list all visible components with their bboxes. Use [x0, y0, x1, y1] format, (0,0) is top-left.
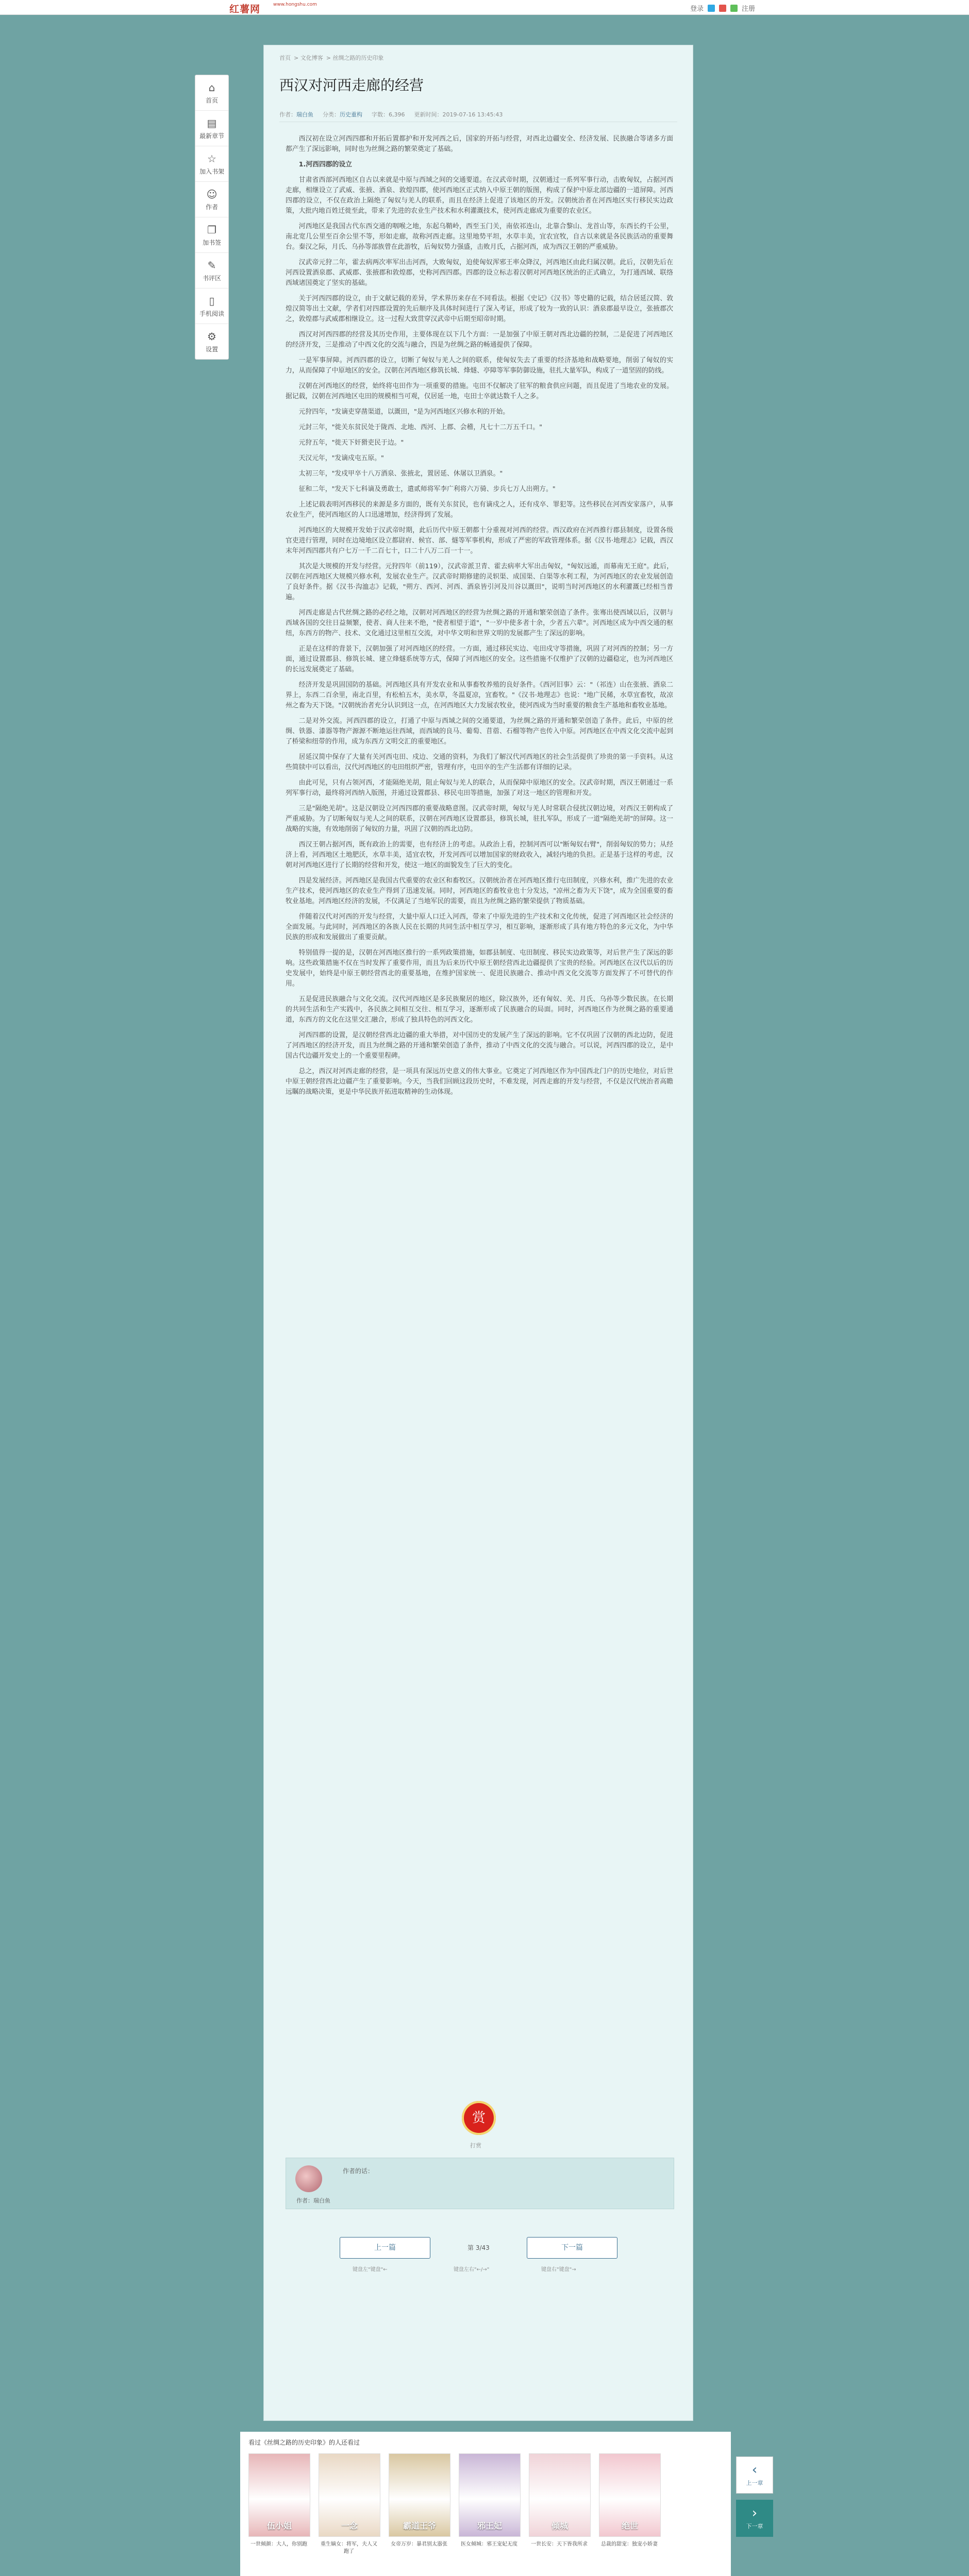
article-paragraph: 居延汉简中保存了大量有关河西屯田、戍边、交通的资料，为我们了解汉代河西地区的社会生活提供了珍贵的第一手资料。从这些简牍中可以看出，汉代河西地区的屯田组织严密，管理有序，屯田卒的生产生活都有详细的记录。	[286, 753, 673, 771]
top-bar	[0, 0, 969, 15]
phone-icon: ▯	[209, 295, 215, 307]
breadcrumb: 首页 > 文化博客 > 丝绸之路的历史印象	[279, 55, 384, 61]
side-next-label: 下一章	[746, 2523, 763, 2530]
article-panel	[264, 45, 693, 2420]
recommend-item[interactable]	[389, 2453, 449, 2555]
author-box	[286, 2158, 674, 2209]
gear-icon: ⚙	[207, 330, 216, 343]
home-icon: ⌂	[208, 81, 215, 94]
side-next-button[interactable]	[736, 2500, 773, 2537]
left-nav-label: 最新章节	[199, 132, 224, 140]
left-nav-item[interactable]	[195, 182, 228, 217]
article-paragraph: 二是对外交流。河西四郡的设立，打通了中原与西域之间的交通要道，为丝绸之路的开通和繁荣创造了条件。此后，中原的丝绸、铁器、漆器等物产源源不断地运往西域，而西域的良马、葡萄、苜蓿、石榴等物产也传入中原。河西地区在中西文化交流中起到了桥梁和纽带的作用，成为东西方文明交汇的重要地区。	[286, 717, 673, 745]
author-label: 作者：	[279, 111, 296, 118]
left-nav-item[interactable]	[195, 289, 228, 324]
category-label: 分类：	[323, 111, 340, 118]
article-paragraph: 汉武帝元狩二年，霍去病两次率军出击河西，大败匈奴，迫使匈奴浑邪王率众降汉，河西地区由此归属汉朝。此后，汉朝先后在河西设置酒泉郡、武威郡、张掖郡和敦煌郡，史称河西四郡。四郡的设立标志着汉朝对河西地区统治的正式确立，为打通西域、联络西域诸国奠定了坚实的基础。	[286, 259, 673, 287]
top-links	[690, 3, 755, 13]
article-paragraph: 三是"隔绝羌胡"。这是汉朝设立河西四郡的重要战略意图。汉武帝时期，匈奴与羌人时常联合侵扰汉朝边境，对西汉王朝构成了严重威胁。为了切断匈奴与羌人之间的联系，汉朝在河西地区设置郡县，修筑长城，驻扎军队，形成了一道"隔绝羌胡"的屏障。这一战略的实施，有效地削弱了匈奴的力量，巩固了汉朝的西北边防。	[286, 805, 673, 833]
book-cover[interactable]	[459, 2453, 521, 2537]
side-prev-button[interactable]	[736, 2456, 773, 2494]
left-nav-label: 书评区	[202, 275, 221, 282]
left-nav-label: 设置	[205, 346, 218, 353]
article-paragraph: 汉朝在河西地区的经营，始终将屯田作为一项重要的措施。屯田不仅解决了驻军的粮食供应问题，而且促进了当地农业的发展。据记载，汉朝在河西地区屯田的规模相当可观，仅居延一地，屯田士卒就达数千人之多。	[286, 382, 673, 400]
left-nav-item[interactable]	[195, 146, 228, 182]
article-paragraph: 西汉王朝占据河西，既有政治上的需要，也有经济上的考虑。从政治上看，控制河西可以"断匈奴右臂"，削弱匈奴的势力；从经济上看，河西地区土地肥沃，水草丰美，适宜农牧，开发河西可以增加国家的财政收入，减轻内地的负担。正是基于这样的考虑，汉朝对河西地区进行了长期的经营和开发，使这一地区的面貌发生了巨大的变化。	[286, 841, 673, 869]
next-hint: 键盘右"键盘"→	[541, 2267, 576, 2273]
prev-hint: 键盘左"键盘"←	[353, 2267, 388, 2273]
left-nav-label: 加入书架	[199, 168, 224, 175]
login-link[interactable]: 登录	[690, 5, 704, 13]
left-nav-item[interactable]	[195, 111, 228, 146]
article-paragraph: 征和二年，"发天下七科谪及勇敢士，遣贰师将军李广利将六万骑、步兵七万人出朔方。"	[298, 485, 556, 493]
article-paragraph: 太初三年，"发戍甲卒十八万酒泉、张掖北，置居延、休屠以卫酒泉。"	[298, 470, 503, 478]
site-logo-sub: www.hongshu.com	[273, 2, 317, 7]
book-cover[interactable]	[599, 2453, 661, 2537]
article-paragraph: 五是促进民族融合与文化交流。汉代河西地区是多民族聚居的地区，除汉族外，还有匈奴、羌、月氏、乌孙等少数民族。在长期的共同生活和生产实践中，各民族之间相互交往、相互学习，逐渐形成了民族融合的局面。同时，河西地区作为丝绸之路的重要通道，东西方的文化在这里交汇融合，形成了独具特色的河西文化。	[286, 995, 673, 1024]
site-logo[interactable]: 红薯网	[229, 4, 261, 15]
cover-title: 一念	[341, 2521, 358, 2531]
recommend-section	[240, 2432, 731, 2576]
category-link[interactable]: 历史重构	[340, 111, 362, 118]
next-chapter-button[interactable]: 下一篇	[527, 2237, 617, 2259]
cover-title: 伍小姐	[266, 2521, 292, 2531]
keyboard-hint: 键盘左右"←/→"	[454, 2267, 490, 2273]
user-icon: ☺	[206, 188, 218, 200]
article-paragraph: 元狩五年，"徙天下奸猾吏民于边。"	[298, 439, 404, 447]
updated-time: 2019-07-16 13:45:43	[442, 111, 503, 118]
qq-icon[interactable]	[708, 5, 715, 12]
word-count: 6,396	[389, 111, 405, 118]
left-toolbar	[195, 75, 229, 360]
left-nav-item[interactable]	[195, 253, 228, 289]
chevron-right-icon: ›	[751, 2505, 758, 2521]
left-nav-label: 加书签	[202, 239, 221, 246]
book-caption[interactable]: 一世倾颜：大人，你别跑	[250, 2541, 307, 2547]
left-nav-label: 作者	[205, 204, 218, 211]
cover-title: 倾城	[551, 2521, 568, 2531]
bookmark-icon: ❐	[207, 224, 216, 236]
register-link[interactable]: 注册	[741, 5, 755, 13]
words-label: 字数：	[372, 111, 389, 118]
article-paragraph: 正是在这样的背景下，汉朝加强了对河西地区的经营。一方面，通过移民实边、屯田戍守等措施，巩固了对河西的控制；另一方面，通过设置郡县、修筑长城、建立烽燧系统等方式，保障了河西地区的安全。这些措施不仅维护了汉朝的边疆稳定，也为河西地区的长远发展奠定了基础。	[286, 645, 673, 673]
author-link[interactable]: 瑞白鱼	[296, 111, 313, 118]
article-paragraph: 一是军事屏障。河西四郡的设立，切断了匈奴与羌人之间的联系，使匈奴失去了重要的经济基地和战略要地，削弱了匈奴的实力，从而保障了中原地区的安全。汉朝在河西地区修筑长城、烽燧、亭障等军事防御设施，驻扎大量军队，构成了一道坚固的防线。	[286, 357, 673, 375]
article-paragraph: 伴随着汉代对河西的开发与经营，大量中原人口迁入河西，带来了中原先进的生产技术和文化传统，促进了河西地区社会经济的全面发展。与此同时，河西地区的各族人民在长期的共同生活中相互学习，相互影响，逐渐形成了具有地方特色的多元文化，为中华民族的形成和发展做出了重要贡献。	[286, 913, 673, 941]
comment-icon: ✎	[207, 259, 216, 272]
article-paragraph: 四是发展经济。河西地区是我国古代重要的农业区和畜牧区。汉朝统治者在河西地区推行屯田制度，兴修水利，推广先进的农业生产技术，使河西地区的农业生产得到了迅速发展。同时，河西地区的畜牧业也十分发达，"凉州之畜为天下饶"，成为全国重要的畜牧业基地。河西地区经济的发展，不仅满足了当地军民的需要，而且为丝绸之路的繁荣提供了物质基础。	[286, 877, 673, 905]
updated-label: 更新时间：	[414, 111, 443, 118]
chevron-left-icon: ‹	[751, 2462, 758, 2478]
cover-title: 霸道王爷	[403, 2521, 436, 2531]
left-nav-label: 手机阅读	[199, 310, 224, 317]
weibo-icon[interactable]	[719, 5, 726, 12]
left-nav-item[interactable]	[195, 324, 228, 359]
article-paragraph: 河西四郡的设置，是汉朝经营西北边疆的重大举措，对中国历史的发展产生了深远的影响。它不仅巩固了汉朝的西北边防，促进了河西地区的经济开发，而且为丝绸之路的开通和繁荣创造了条件，推动了中西文化的交流与融合。可以说，河西四郡的设立，是中国古代边疆开发史上的一个重要里程碑。	[286, 1031, 673, 1060]
book-caption[interactable]: 一世长安：天下皆我所求	[531, 2541, 588, 2547]
article-body	[286, 134, 673, 1103]
reward-caption: 打赏	[470, 2142, 481, 2149]
breadcrumb-category[interactable]: 文化博客	[300, 55, 323, 61]
book-caption[interactable]: 医女倾城：邪王宠妃无度	[461, 2541, 517, 2547]
article-title: 西汉对河西走廊的经营	[279, 77, 424, 94]
breadcrumb-home[interactable]: 首页	[279, 55, 291, 61]
book-caption[interactable]: 重生嫡女：将军，夫人又跑了	[321, 2541, 377, 2554]
article-paragraph: 元狩四年，"发谪吏穿凿渠道，以溉田，"是为河西地区兴修水利的开始。	[298, 408, 510, 416]
recommend-title: 看过《丝绸之路的历史印象》的人还看过	[248, 2439, 360, 2446]
article-meta	[279, 110, 503, 118]
left-nav-item[interactable]	[195, 75, 228, 111]
article-paragraph: 其次是大规模的开发与经营。元狩四年（前119），汉武帝派卫青、霍去病率大军出击匈奴，"匈奴远遁，而幕南无王庭"。此后，汉朝在河西地区大规模兴修水利，发展农业生产。汉武帝时期修建的灵轵渠、成国渠、白渠等水利工程，为河西地区的农业发展创造了良好条件。据《汉书·沟洫志》记载，"朔方、西河、河西、酒泉皆引河及川谷以溉田"，说明当时河西地区的水利灌溉已经相当普遍。	[286, 563, 673, 601]
wechat-icon[interactable]	[730, 5, 738, 12]
article-paragraph: 经济开发是巩固国防的基础。河西地区具有开发农业和从事畜牧养殖的良好条件。《西河旧事》云："（祁连）山在张掖、酒泉二界上，东西二百余里，南北百里，有松柏五木，美水草，冬温夏凉，宜畜牧。"《汉书·地理志》也说："地广民稀，水草宜畜牧，故凉州之畜为天下饶。"汉朝统治者充分认识到这一点，在河西地区大力发展农牧业，使河西成为当时重要的粮食生产基地和畜牧业基地。	[286, 681, 673, 709]
book-cover[interactable]	[529, 2453, 591, 2537]
article-paragraph: 甘肃省西部河西地区自古以来就是中原与西域之间的交通要道。在汉武帝时期，汉朝通过一系列军事行动，击败匈奴，占据河西走廊，相继设立了武威、张掖、酒泉、敦煌四郡，使河西地区正式纳入中原王朝的版图，构成了保护中原北部边疆的一道屏障。河西四郡的设立，不仅在政治上隔绝了匈奴与羌人的联系，而且在经济上促进了该地区的开发。汉朝统治者在河西地区实行移民实边政策，大批内地百姓迁徙至此，带来了先进的农业生产技术和水利灌溉技术，使河西走廊成为重要的农业区。	[286, 176, 673, 215]
breadcrumb-book[interactable]: 丝绸之路的历史印象	[332, 55, 384, 61]
article-paragraph: 特别值得一提的是，汉朝在河西地区推行的一系列政策措施，如郡县制度、屯田制度、移民实边政策等，对后世产生了深远的影响。这些政策措施不仅在当时发挥了重要作用，而且为后来历代中原王朝经营西北边疆提供了宝贵的经验。河西地区在汉代以后的历史发展中，始终是中原王朝经营西北的重要基地，在维护国家统一、促进民族融合、推动中西文化交流等方面发挥了不可替代的作用。	[286, 949, 673, 988]
recommend-item[interactable]	[248, 2453, 309, 2555]
article-paragraph: 元封三年，"徙关东贫民处于陇西、北地、西河、上郡、会稽，凡七十二万五千口。"	[298, 423, 543, 431]
book-cover[interactable]	[248, 2453, 310, 2537]
cover-title: 绝世	[621, 2521, 638, 2531]
recommend-item[interactable]	[319, 2453, 379, 2555]
author-note: 作者的话：	[343, 2167, 374, 2175]
prev-chapter-button[interactable]: 上一篇	[340, 2237, 430, 2259]
recommend-list	[248, 2453, 660, 2555]
left-nav-item[interactable]	[195, 217, 228, 253]
article-paragraph: 天汉元年，"发谪戍屯五原。"	[298, 454, 384, 462]
book-caption[interactable]: 女帝万岁：暴君别太嚣张	[391, 2541, 447, 2547]
book-icon: ▤	[207, 117, 217, 129]
article-paragraph: 河西地区的大规模开发始于汉武帝时期，此后历代中原王朝都十分重视对河西的经营。西汉政府在河西推行郡县制度，设置各级官吏进行管理，同时在边境地区设立都尉府、候官、部、燧等军事机构，形成了严密的军政管理体系。据《汉书·地理志》记载，西汉末年河西四郡共有户七万一千二百七十，口二十八万二百一十一。	[286, 527, 673, 555]
author-name: 作者：瑞白鱼	[296, 2197, 330, 2204]
book-caption[interactable]: 总裁的甜宠：独宠小娇妻	[601, 2541, 658, 2547]
page-indicator: 第 3/43	[467, 2244, 490, 2251]
article-paragraph: 上述记载表明河西移民的来源是多方面的，既有关东贫民，也有谪戍之人，还有戍卒、罪犯等。这些移民在河西安家落户，从事农业生产，使河西地区的人口迅速增加，经济得到了发展。	[286, 501, 673, 519]
reward-button[interactable]: 赏	[462, 2101, 496, 2135]
article-paragraph: 西汉对河西四郡的经营及其历史作用，主要体现在以下几个方面：一是加强了中原王朝对西北边疆的控制，二是促进了河西地区的经济开发，三是推动了中西文化的交流与融合，四是为丝绸之路的畅通提供了保障。	[286, 331, 673, 349]
article-paragraph: 河西地区是我国古代东西交通的咽喉之地，东起乌鞘岭，西至玉门关，南依祁连山，北靠合黎山、龙首山等，东西长约千公里，南北宽几公里至百余公里不等，形如走廊，故称河西走廊。这里地势平坦，水草丰美，宜农宜牧，自古以来就是各民族活动的重要舞台。秦汉之际，月氏、乌孙等部族曾在此游牧，后匈奴势力强盛，击败月氏，占据河西，成为西汉王朝的严重威胁。	[286, 223, 673, 251]
article-paragraph: 关于河西四郡的设立，由于文献记载的差异，学术界历来存在不同看法。根据《史记》《汉书》等史籍的记载，结合居延汉简、敦煌汉简等出土文献，学者们对四郡设置的先后顺序及具体时间进行了深入考证，形成了较为一致的认识：酒泉郡最早设立，张掖郡次之，敦煌郡与武威郡相继设立。这一过程大致贯穿汉武帝中后期至昭帝时期。	[286, 295, 673, 323]
article-paragraph: 由此可见，只有占领河西，才能隔绝羌胡，阻止匈奴与羌人的联合，从而保障中原地区的安全。汉武帝时期，西汉王朝通过一系列军事行动，最终将河西纳入版图，并通过设置郡县、移民屯田等措施，加强了对这一地区的管理和开发。	[286, 779, 673, 797]
article-paragraph: 西汉初在设立河西四郡和开拓后置都护和开发河西之后，国家的开拓与经营，对西北边疆安全、经济发展、民族融合等诸多方面都产生了深远影响，同时也为丝绸之路的繁荣奠定了基础。	[286, 135, 673, 153]
section-heading: 1.河西四郡的设立	[298, 161, 352, 168]
star-icon: ☆	[207, 152, 216, 165]
book-cover[interactable]	[319, 2453, 380, 2537]
cover-title: 邪王妃	[477, 2521, 502, 2531]
avatar[interactable]	[295, 2165, 322, 2192]
article-paragraph: 河西走廊是古代丝绸之路的必经之地，汉朝对河西地区的经营为丝绸之路的开通和繁荣创造了条件。张骞出使西域以后，汉朝与西域各国的交往日益频繁，使者、商人往来不绝，"使者相望于道"，"一岁中使多者十余，少者五六辈"。河西地区成为中西交通的枢纽，东西方的物产、技术、文化通过这里相互交流，对中华文明和世界文明的发展都产生了深远的影响。	[286, 609, 673, 637]
recommend-item[interactable]	[529, 2453, 590, 2555]
recommend-item[interactable]	[459, 2453, 520, 2555]
side-prev-label: 上一章	[746, 2480, 763, 2486]
left-nav-label: 首页	[205, 97, 218, 104]
article-paragraph: 总之，西汉对河西走廊的经营，是一项具有深远历史意义的伟大事业。它奠定了河西地区作为中国西北门户的历史地位，对后世中原王朝经营西北边疆产生了重要影响。今天，当我们回顾这段历史时，不难发现，河西走廊的开发与经营，不仅是汉代统治者高瞻远瞩的战略决策，更是中华民族开拓进取精神的生动体现。	[286, 1067, 673, 1096]
book-cover[interactable]	[389, 2453, 450, 2537]
recommend-item[interactable]	[599, 2453, 660, 2555]
